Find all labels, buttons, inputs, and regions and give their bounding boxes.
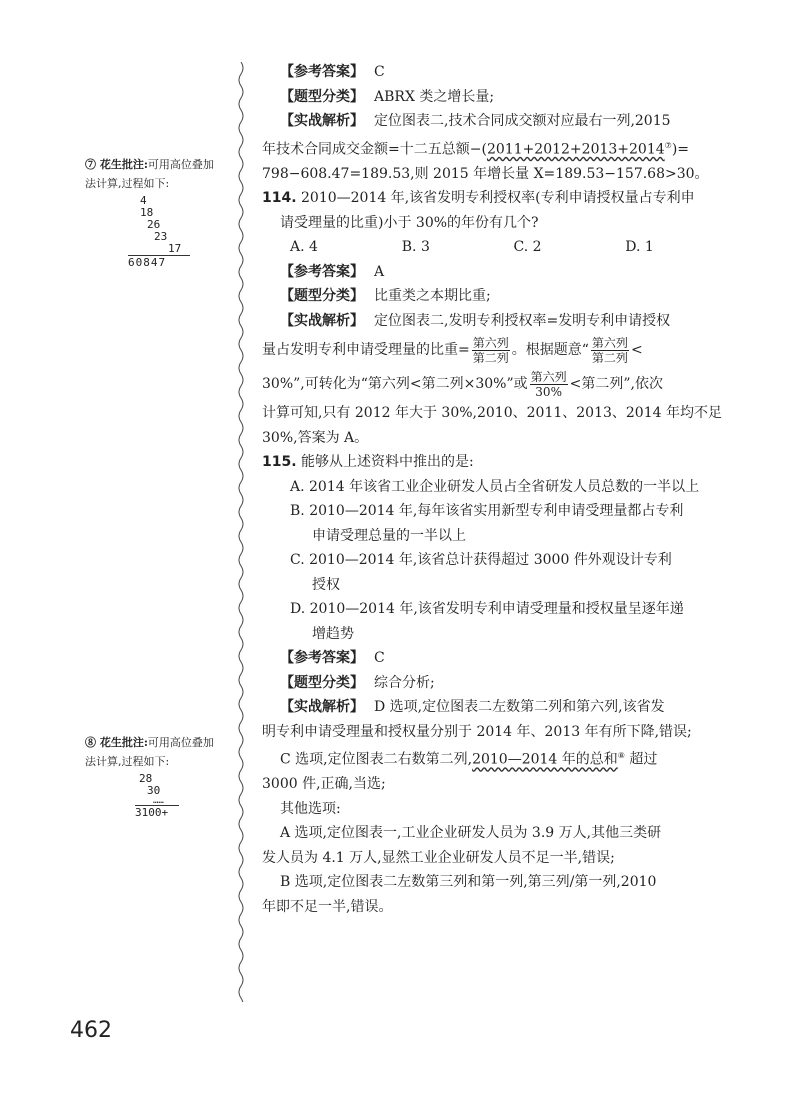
note-ref-8: ⑧ [617,751,625,761]
option-a: A. 4 [290,239,318,256]
fraction-numerator: 第六列 [530,369,567,384]
question-stem: 能够从上述资料中推出的是: [301,454,474,471]
answer-value: C [374,650,385,667]
fraction-denominator: 第二列 [472,350,509,365]
analysis-text: 798−608.47=189.53,则 2015 年增长量 X=189.53−157.68>30。 [262,165,709,182]
calc-sum: 3100+ [135,805,179,819]
option-b: B. 2010—2014 年,每年该省实用新型专利申请受理量都占专利 [290,503,684,520]
margin-note-8 [85,733,235,819]
analysis-tag: 【实战解析】 [280,113,364,129]
type-tag: 【题型分类】 [280,288,364,305]
answer-tag: 【参考答案】 [280,64,364,80]
calc-line: 30 [147,784,161,797]
fraction [530,370,568,399]
calc-line: 26 [147,218,161,231]
note-label: ⑦ 花生批注: [85,158,148,171]
analysis-text: 30%,答案为 A。 [262,429,369,446]
analysis-text: 年技术合同成交金额=十二五总额−( [262,141,487,158]
answer-tag: 【参考答案】 [280,263,364,280]
analysis-text: 计算可知,只有 2012 年大于 30%,2010、2011、2013、2014 年均不足 [262,405,722,422]
note-text: 法计算,过程如下: [85,755,170,768]
annotated-text: 2010—2014 年的总和 [472,751,618,768]
main-content [262,60,737,919]
analysis-text: 定位图表二,发明专利授权率=发明专利申请授权 [374,312,671,329]
analysis-text: B 选项,定位图表二左数第三列和第一列,第三列/第一列,2010 [280,874,657,891]
calc-line: 23 [154,230,168,243]
answer-value: C [374,64,385,80]
analysis-text: 年即不足一半,错误。 [262,898,393,915]
note-text: 法计算,过程如下: [85,177,170,190]
answer-value: A [374,263,385,280]
question-stem: 2010—2014 年,该省发明专利授权率(专利申请授权量占专利申 [301,190,695,207]
analysis-text: )= [671,141,690,158]
calculation-block [128,194,235,269]
calc-line: 18 [140,206,154,219]
option-c: C. 2010—2014 年,该省总计获得超过 3000 件外观设计专利 [290,552,672,569]
type-value: 综合分析; [374,674,435,691]
option-a: A. 2014 年该省工业企业研发人员占全省研发人员总数的一半以上 [290,478,700,495]
option-c: C. 2 [513,239,542,256]
calc-line: 17 [168,242,182,255]
analysis-text: 量占发明专利申请受理量的比重= [262,342,470,359]
annotated-text: 2011+2012+2013+2014 [486,141,665,158]
analysis-text: < [630,342,643,359]
fraction-denominator: 30% [535,384,562,399]
calc-line: 4 [140,194,147,207]
question-number: 114. [262,190,297,207]
option-d-cont: 增趋势 [312,625,354,642]
analysis-text: 3000 件,正确,当选; [262,776,386,793]
analysis-text: C 选项,定位图表二右数第二列, [280,751,473,768]
fraction-denominator: 第二列 [591,350,628,365]
analysis-text: 30%”,可转化为“第六列<第二列×30%”或 [262,376,528,393]
type-value: ABRX 类之增长量; [374,88,495,105]
calc-dots: …… [153,796,164,806]
type-tag: 【题型分类】 [280,674,364,691]
analysis-text: 。根据题意“ [511,342,589,359]
analysis-text: <第二列”,依次 [569,376,663,393]
analysis-text: 超过 [624,751,658,768]
question-number: 115. [262,454,297,471]
fraction [591,336,629,365]
note-text: 可用高位叠加 [147,158,214,171]
note-text: 可用高位叠加 [147,736,214,749]
analysis-text: D 选项,定位图表二左数第二列和第六列,该省发 [374,699,665,716]
note-label: ⑧ 花生批注: [85,736,148,749]
option-d: D. 2010—2014 年,该省发明专利申请受理量和授权量呈逐年递 [290,601,684,618]
note-ref-7: ⑦ [664,140,672,150]
margin-note-7 [85,155,235,269]
fraction-numerator: 第六列 [591,335,628,350]
calc-sum: 60847 [128,255,190,269]
calc-line: 28 [139,772,153,785]
answer-tag: 【参考答案】 [280,650,364,667]
option-b: B. 3 [401,239,430,256]
options-row [262,235,737,260]
question-stem: 请受理量的比重)小于 30%的年份有几个? [280,214,539,231]
calculation-block [135,772,235,819]
analysis-text: 明专利申请受理量和授权量分别于 2014 年、2013 年有所下降,错误; [262,723,692,740]
wavy-separator-line [234,62,248,1002]
fraction [472,336,510,365]
analysis-text: A 选项,定位图表一,工业企业研发人员为 3.9 万人,其他三类研 [280,825,662,842]
option-d: D. 1 [625,239,654,256]
analysis-tag: 【实战解析】 [280,699,364,716]
analysis-text: 其他选项: [280,800,341,817]
type-value: 比重类之本期比重; [374,288,491,305]
option-b-cont: 申请受理总量的一半以上 [312,527,466,544]
analysis-text: 发人员为 4.1 万人,显然工业企业研发人员不足一半,错误; [262,849,615,866]
type-tag: 【题型分类】 [280,88,364,105]
page-number: 462 [70,1018,112,1043]
option-c-cont: 授权 [312,576,340,593]
analysis-tag: 【实战解析】 [280,312,364,329]
fraction-numerator: 第六列 [472,335,509,350]
analysis-text: 定位图表二,技术合同成交额对应最右一列,2015 [374,113,671,129]
